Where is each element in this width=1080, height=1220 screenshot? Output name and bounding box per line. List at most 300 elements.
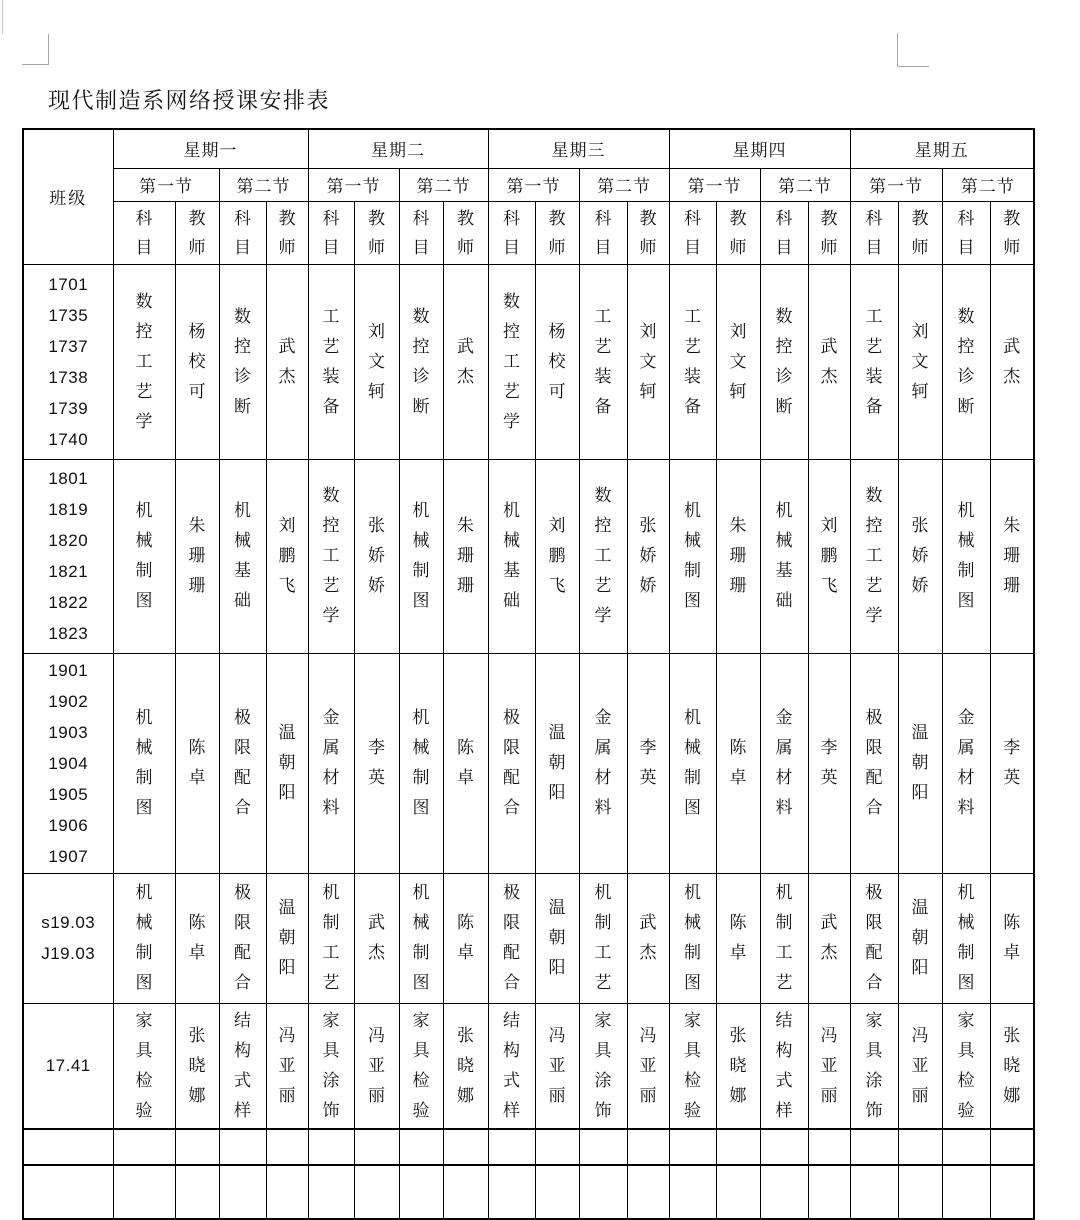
teacher-text: 陈卓 bbox=[729, 913, 747, 962]
class-cell: 1901 1902 1903 1904 1905 1906 1907 bbox=[23, 653, 113, 873]
subject-label: 科目 bbox=[775, 208, 793, 257]
teacher-cell bbox=[535, 264, 579, 459]
teacher-text: 朱珊珊 bbox=[1003, 516, 1021, 595]
subject-text: 工艺装备 bbox=[684, 306, 701, 416]
subject-cell bbox=[579, 653, 627, 873]
subject-text: 极限配合 bbox=[234, 708, 251, 817]
teacher-cell bbox=[990, 459, 1034, 653]
empty-cell bbox=[669, 1165, 716, 1219]
subject-label: 科目 bbox=[412, 208, 430, 257]
teacher-cell bbox=[443, 264, 488, 459]
schedule-row bbox=[23, 653, 1034, 873]
teacher-cell bbox=[354, 653, 399, 873]
subject-teacher-header-row bbox=[23, 201, 1034, 264]
teacher-text: 刘文轲 bbox=[639, 321, 657, 401]
class-cell: 1801 1819 1820 1821 1822 1823 bbox=[23, 459, 113, 653]
teacher-text: 武杰 bbox=[457, 336, 474, 386]
empty-cell bbox=[443, 1165, 488, 1219]
subject-text: 机械制图 bbox=[957, 501, 975, 610]
empty-cell bbox=[488, 1165, 535, 1219]
teacher-cell bbox=[266, 1003, 308, 1129]
teacher-text: 武杰 bbox=[820, 336, 838, 386]
day-header-wednesday: 星期三 bbox=[488, 129, 669, 168]
class-cell bbox=[23, 1165, 113, 1219]
teacher-cell bbox=[808, 264, 850, 459]
subject-cell bbox=[308, 1003, 354, 1129]
subject-cell bbox=[488, 873, 535, 1003]
class-cell: 17.41 bbox=[23, 1003, 113, 1129]
teacher-cell bbox=[535, 653, 579, 873]
subject-cell bbox=[308, 459, 354, 653]
subject-cell bbox=[399, 459, 443, 653]
subject-cell bbox=[488, 459, 535, 653]
subject-text: 家具检验 bbox=[412, 1010, 430, 1120]
subject-text: 结构式样 bbox=[234, 1010, 251, 1120]
teacher-cell bbox=[175, 653, 219, 873]
period-header: 第一节 bbox=[113, 168, 219, 201]
teacher-cell bbox=[443, 1003, 488, 1129]
subject-cell bbox=[219, 873, 266, 1003]
empty-row bbox=[23, 1129, 1034, 1165]
empty-cell bbox=[113, 1165, 175, 1219]
subject-label: 科目 bbox=[322, 208, 340, 257]
subject-label: 科目 bbox=[957, 208, 975, 257]
teacher-label: 教师 bbox=[911, 208, 929, 257]
subject-label: 科目 bbox=[234, 208, 251, 257]
subject-text: 数控诊断 bbox=[957, 306, 975, 416]
teacher-cell bbox=[990, 653, 1034, 873]
subject-cell bbox=[669, 653, 716, 873]
class-cell: 1701 1735 1737 1738 1739 1740 bbox=[23, 264, 113, 459]
table-header bbox=[23, 129, 1034, 264]
teacher-label-cell bbox=[627, 201, 669, 264]
subject-text: 机械制图 bbox=[135, 708, 153, 817]
period-header: 第二节 bbox=[942, 168, 1034, 201]
subject-text: 工艺装备 bbox=[865, 306, 883, 416]
teacher-label-cell bbox=[175, 201, 219, 264]
subject-cell bbox=[850, 1003, 898, 1129]
subject-cell bbox=[669, 264, 716, 459]
empty-cell bbox=[716, 1129, 760, 1165]
subject-cell bbox=[850, 459, 898, 653]
teacher-cell bbox=[990, 264, 1034, 459]
subject-text: 数控工艺学 bbox=[135, 291, 153, 431]
empty-cell bbox=[579, 1165, 627, 1219]
teacher-label-cell bbox=[990, 201, 1034, 264]
teacher-cell bbox=[898, 459, 942, 653]
empty-cell bbox=[808, 1165, 850, 1219]
teacher-text: 杨校可 bbox=[548, 321, 566, 401]
teacher-cell bbox=[535, 1003, 579, 1129]
schedule-row bbox=[23, 459, 1034, 653]
teacher-label: 教师 bbox=[548, 208, 566, 257]
subject-label-cell bbox=[942, 201, 990, 264]
subject-label-cell bbox=[850, 201, 898, 264]
subject-cell bbox=[942, 264, 990, 459]
subject-text: 机械制图 bbox=[135, 501, 153, 610]
period-header: 第二节 bbox=[399, 168, 488, 201]
subject-cell bbox=[399, 1003, 443, 1129]
subject-label-cell bbox=[669, 201, 716, 264]
teacher-cell bbox=[898, 873, 942, 1003]
teacher-cell bbox=[990, 873, 1034, 1003]
empty-cell bbox=[175, 1165, 219, 1219]
teacher-cell bbox=[716, 459, 760, 653]
teacher-cell bbox=[175, 459, 219, 653]
subject-cell bbox=[399, 653, 443, 873]
subject-cell bbox=[760, 264, 808, 459]
teacher-text: 张娇娇 bbox=[911, 516, 929, 595]
teacher-text: 武杰 bbox=[278, 336, 296, 386]
subject-text: 结构式样 bbox=[775, 1010, 793, 1120]
teacher-text: 李英 bbox=[820, 738, 838, 787]
subject-cell bbox=[942, 653, 990, 873]
subject-text: 数控工艺学 bbox=[865, 486, 883, 625]
teacher-label: 教师 bbox=[639, 208, 657, 257]
subject-cell bbox=[850, 264, 898, 459]
empty-cell bbox=[627, 1129, 669, 1165]
teacher-cell bbox=[443, 653, 488, 873]
teacher-text: 陈卓 bbox=[729, 738, 747, 787]
teacher-label: 教师 bbox=[1003, 208, 1021, 257]
class-cell bbox=[23, 1129, 113, 1165]
subject-cell bbox=[579, 264, 627, 459]
subject-text: 机械制图 bbox=[412, 501, 430, 610]
period-header: 第一节 bbox=[669, 168, 760, 201]
teacher-text: 李英 bbox=[368, 738, 385, 787]
subject-cell bbox=[579, 873, 627, 1003]
subject-text: 机械基础 bbox=[234, 501, 251, 610]
subject-cell bbox=[113, 873, 175, 1003]
teacher-cell bbox=[716, 653, 760, 873]
teacher-cell bbox=[535, 873, 579, 1003]
teacher-cell bbox=[266, 264, 308, 459]
subject-cell bbox=[760, 459, 808, 653]
schedule-table bbox=[22, 128, 1035, 1220]
empty-cell bbox=[579, 1129, 627, 1165]
teacher-cell bbox=[627, 459, 669, 653]
empty-cell bbox=[308, 1165, 354, 1219]
teacher-text: 陈卓 bbox=[457, 913, 474, 962]
subject-text: 金属材料 bbox=[775, 708, 793, 817]
teacher-text: 张晓娜 bbox=[1003, 1025, 1021, 1105]
teacher-cell bbox=[354, 264, 399, 459]
teacher-label: 教师 bbox=[278, 208, 296, 257]
subject-cell bbox=[850, 653, 898, 873]
schedule-row bbox=[23, 264, 1034, 459]
empty-cell bbox=[627, 1165, 669, 1219]
subject-cell bbox=[113, 459, 175, 653]
empty-cell bbox=[266, 1129, 308, 1165]
teacher-cell bbox=[627, 873, 669, 1003]
teacher-label: 教师 bbox=[188, 208, 206, 257]
teacher-text: 冯亚丽 bbox=[639, 1025, 657, 1105]
margin-crop-mark-left bbox=[22, 34, 49, 65]
teacher-text: 冯亚丽 bbox=[548, 1025, 566, 1105]
day-header-monday: 星期一 bbox=[113, 129, 308, 168]
subject-text: 机械制图 bbox=[684, 708, 701, 817]
empty-cell bbox=[354, 1165, 399, 1219]
teacher-text: 温朝阳 bbox=[278, 898, 296, 977]
period-header: 第二节 bbox=[760, 168, 850, 201]
subject-cell bbox=[760, 1003, 808, 1129]
subject-text: 数控工艺学 bbox=[503, 291, 520, 431]
subject-cell bbox=[308, 653, 354, 873]
subject-text: 金属材料 bbox=[322, 708, 340, 817]
empty-cell bbox=[760, 1165, 808, 1219]
teacher-cell bbox=[535, 459, 579, 653]
teacher-cell bbox=[808, 653, 850, 873]
empty-cell bbox=[535, 1129, 579, 1165]
subject-cell bbox=[308, 264, 354, 459]
period-header: 第一节 bbox=[488, 168, 579, 201]
subject-cell bbox=[579, 459, 627, 653]
teacher-cell bbox=[990, 1003, 1034, 1129]
subject-cell bbox=[669, 1003, 716, 1129]
teacher-cell bbox=[354, 873, 399, 1003]
teacher-cell bbox=[175, 873, 219, 1003]
teacher-text: 刘鹏飞 bbox=[820, 516, 838, 595]
teacher-cell bbox=[898, 1003, 942, 1129]
period-header: 第二节 bbox=[219, 168, 308, 201]
teacher-label: 教师 bbox=[729, 208, 747, 257]
empty-cell bbox=[898, 1129, 942, 1165]
subject-label-cell bbox=[488, 201, 535, 264]
subject-label: 科目 bbox=[503, 208, 520, 257]
teacher-cell bbox=[808, 459, 850, 653]
teacher-cell bbox=[266, 653, 308, 873]
subject-cell bbox=[942, 873, 990, 1003]
period-header: 第二节 bbox=[579, 168, 669, 201]
teacher-cell bbox=[716, 873, 760, 1003]
empty-cell bbox=[850, 1165, 898, 1219]
empty-cell bbox=[942, 1129, 990, 1165]
teacher-label-cell bbox=[266, 201, 308, 264]
teacher-text: 温朝阳 bbox=[278, 723, 296, 802]
subject-cell bbox=[113, 264, 175, 459]
page-title: 现代制造系网络授课安排表 bbox=[48, 88, 331, 113]
teacher-text: 武杰 bbox=[820, 913, 838, 962]
empty-cell bbox=[219, 1129, 266, 1165]
teacher-text: 武杰 bbox=[368, 913, 385, 962]
teacher-cell bbox=[443, 873, 488, 1003]
subject-text: 工艺装备 bbox=[594, 306, 612, 416]
teacher-text: 冯亚丽 bbox=[278, 1025, 296, 1105]
subject-cell bbox=[760, 873, 808, 1003]
teacher-label: 教师 bbox=[368, 208, 385, 257]
subject-text: 数控诊断 bbox=[412, 306, 430, 416]
subject-text: 家具涂饰 bbox=[865, 1010, 883, 1120]
subject-cell bbox=[850, 873, 898, 1003]
empty-cell bbox=[354, 1129, 399, 1165]
teacher-cell bbox=[716, 1003, 760, 1129]
subject-text: 结构式样 bbox=[503, 1010, 520, 1120]
subject-text: 工艺装备 bbox=[322, 306, 340, 416]
teacher-text: 冯亚丽 bbox=[368, 1025, 385, 1105]
subject-cell bbox=[942, 459, 990, 653]
day-header-tuesday: 星期二 bbox=[308, 129, 488, 168]
teacher-text: 冯亚丽 bbox=[820, 1025, 838, 1105]
subject-label-cell bbox=[113, 201, 175, 264]
empty-cell bbox=[850, 1129, 898, 1165]
subject-label-cell bbox=[308, 201, 354, 264]
teacher-cell bbox=[354, 459, 399, 653]
teacher-text: 朱珊珊 bbox=[729, 516, 747, 595]
subject-label: 科目 bbox=[865, 208, 883, 257]
subject-text: 数控诊断 bbox=[775, 306, 793, 416]
subject-text: 家具涂饰 bbox=[594, 1010, 612, 1120]
teacher-label-cell bbox=[443, 201, 488, 264]
teacher-label-cell bbox=[716, 201, 760, 264]
teacher-label: 教师 bbox=[457, 208, 474, 257]
empty-cell bbox=[113, 1129, 175, 1165]
subject-text: 机制工艺 bbox=[322, 883, 340, 992]
subject-cell bbox=[669, 459, 716, 653]
subject-text: 机制工艺 bbox=[594, 883, 612, 992]
subject-text: 家具检验 bbox=[135, 1010, 153, 1120]
period-header: 第一节 bbox=[850, 168, 942, 201]
teacher-cell bbox=[808, 1003, 850, 1129]
subject-text: 极限配合 bbox=[865, 708, 883, 817]
teacher-cell bbox=[354, 1003, 399, 1129]
empty-row bbox=[23, 1165, 1034, 1219]
teacher-text: 张娇娇 bbox=[368, 516, 385, 595]
teacher-text: 陈卓 bbox=[188, 913, 206, 962]
subject-text: 机制工艺 bbox=[775, 883, 793, 992]
subject-text: 家具检验 bbox=[957, 1010, 975, 1120]
teacher-cell bbox=[627, 264, 669, 459]
subject-cell bbox=[219, 1003, 266, 1129]
subject-label: 科目 bbox=[684, 208, 701, 257]
teacher-cell bbox=[898, 653, 942, 873]
teacher-text: 朱珊珊 bbox=[457, 516, 474, 595]
page-edge-artifact bbox=[2, 0, 3, 34]
subject-text: 机械基础 bbox=[775, 501, 793, 610]
empty-cell bbox=[535, 1165, 579, 1219]
subject-text: 机械制图 bbox=[412, 883, 430, 992]
teacher-text: 刘鹏飞 bbox=[278, 516, 296, 595]
teacher-cell bbox=[627, 1003, 669, 1129]
teacher-cell bbox=[175, 1003, 219, 1129]
subject-text: 金属材料 bbox=[957, 708, 975, 817]
teacher-text: 张娇娇 bbox=[639, 516, 657, 595]
subject-text: 机械制图 bbox=[684, 501, 701, 610]
subject-text: 机械制图 bbox=[412, 708, 430, 817]
subject-text: 机械制图 bbox=[957, 883, 975, 992]
teacher-text: 刘鹏飞 bbox=[548, 516, 566, 595]
teacher-text: 陈卓 bbox=[188, 738, 206, 787]
subject-cell bbox=[488, 653, 535, 873]
teacher-text: 温朝阳 bbox=[548, 723, 566, 802]
subject-label-cell bbox=[219, 201, 266, 264]
teacher-text: 冯亚丽 bbox=[911, 1025, 929, 1105]
teacher-text: 温朝阳 bbox=[911, 898, 929, 977]
class-column-header: 班级 bbox=[23, 129, 113, 264]
teacher-text: 陈卓 bbox=[457, 738, 474, 787]
subject-cell bbox=[399, 873, 443, 1003]
teacher-text: 张晓娜 bbox=[188, 1025, 206, 1105]
teacher-text: 陈卓 bbox=[1003, 913, 1021, 962]
subject-text: 金属材料 bbox=[594, 708, 612, 817]
teacher-text: 李英 bbox=[639, 738, 657, 787]
subject-label: 科目 bbox=[594, 208, 612, 257]
teacher-cell bbox=[266, 459, 308, 653]
subject-text: 家具检验 bbox=[684, 1010, 701, 1120]
empty-cell bbox=[760, 1129, 808, 1165]
subject-cell bbox=[399, 264, 443, 459]
teacher-label-cell bbox=[535, 201, 579, 264]
subject-label-cell bbox=[760, 201, 808, 264]
teacher-text: 刘文轲 bbox=[729, 321, 747, 401]
subject-cell bbox=[579, 1003, 627, 1129]
subject-cell bbox=[308, 873, 354, 1003]
teacher-cell bbox=[627, 653, 669, 873]
teacher-label-cell bbox=[898, 201, 942, 264]
teacher-cell bbox=[716, 264, 760, 459]
teacher-text: 温朝阳 bbox=[548, 898, 566, 977]
empty-cell bbox=[942, 1165, 990, 1219]
subject-text: 极限配合 bbox=[234, 883, 251, 992]
subject-text: 数控诊断 bbox=[234, 306, 251, 416]
subject-label-cell bbox=[579, 201, 627, 264]
empty-cell bbox=[990, 1129, 1034, 1165]
subject-text: 数控工艺学 bbox=[322, 486, 340, 625]
subject-text: 家具涂饰 bbox=[322, 1010, 340, 1120]
subject-cell bbox=[669, 873, 716, 1003]
teacher-text: 张晓娜 bbox=[729, 1025, 747, 1105]
subject-text: 机械制图 bbox=[135, 883, 153, 992]
empty-cell bbox=[219, 1165, 266, 1219]
subject-cell bbox=[760, 653, 808, 873]
subject-cell bbox=[113, 653, 175, 873]
teacher-text: 李英 bbox=[1003, 738, 1021, 787]
teacher-cell bbox=[443, 459, 488, 653]
empty-cell bbox=[175, 1129, 219, 1165]
subject-text: 机械基础 bbox=[503, 501, 520, 610]
subject-text: 极限配合 bbox=[503, 883, 520, 992]
teacher-text: 朱珊珊 bbox=[188, 516, 206, 595]
empty-cell bbox=[990, 1165, 1034, 1219]
empty-cell bbox=[399, 1129, 443, 1165]
teacher-label-cell bbox=[808, 201, 850, 264]
teacher-label: 教师 bbox=[820, 208, 838, 257]
subject-text: 机械制图 bbox=[684, 883, 701, 992]
empty-cell bbox=[716, 1165, 760, 1219]
subject-cell bbox=[488, 264, 535, 459]
teacher-text: 武杰 bbox=[639, 913, 657, 962]
subject-cell bbox=[113, 1003, 175, 1129]
schedule-body bbox=[23, 264, 1034, 1219]
subject-text: 极限配合 bbox=[503, 708, 520, 817]
subject-text: 极限配合 bbox=[865, 883, 883, 992]
empty-cell bbox=[898, 1165, 942, 1219]
teacher-cell bbox=[266, 873, 308, 1003]
teacher-text: 刘文轲 bbox=[368, 321, 385, 401]
subject-cell bbox=[942, 1003, 990, 1129]
empty-cell bbox=[399, 1165, 443, 1219]
subject-label-cell bbox=[399, 201, 443, 264]
teacher-text: 杨校可 bbox=[188, 321, 206, 401]
teacher-text: 温朝阳 bbox=[911, 723, 929, 802]
day-header-friday: 星期五 bbox=[850, 129, 1034, 168]
teacher-text: 刘文轲 bbox=[911, 321, 929, 401]
empty-cell bbox=[308, 1129, 354, 1165]
margin-crop-mark-right bbox=[897, 33, 929, 67]
empty-cell bbox=[488, 1129, 535, 1165]
teacher-cell bbox=[175, 264, 219, 459]
teacher-cell bbox=[808, 873, 850, 1003]
empty-cell bbox=[266, 1165, 308, 1219]
